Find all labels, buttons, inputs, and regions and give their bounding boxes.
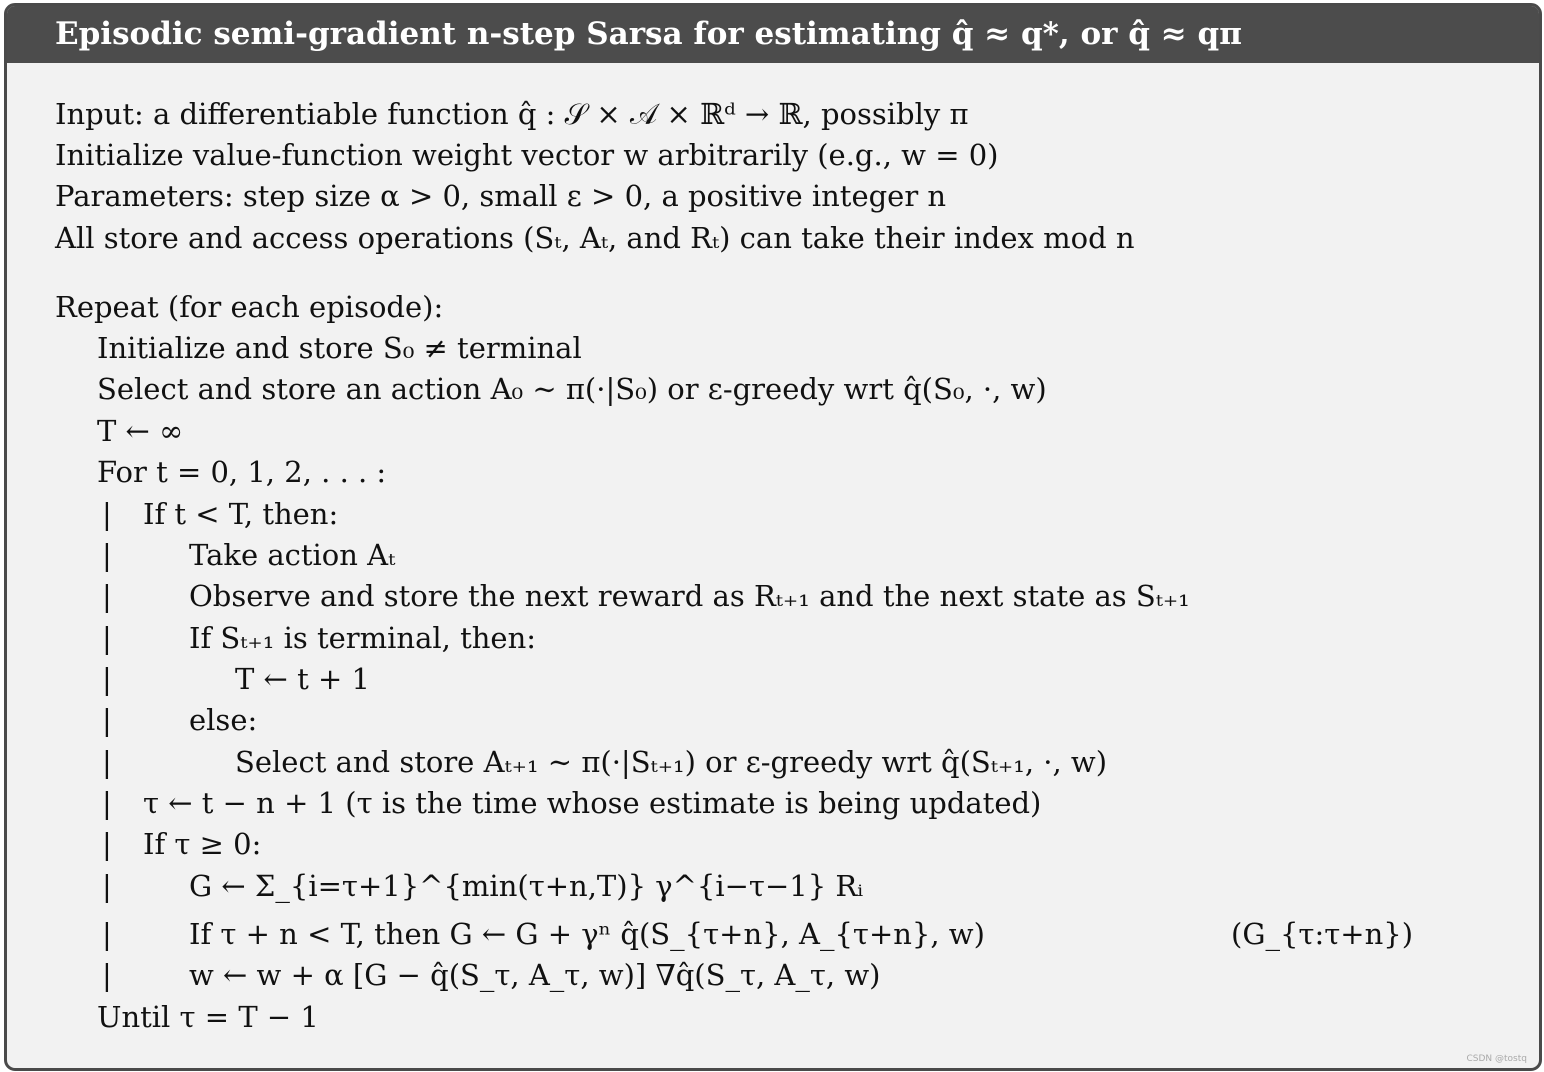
store-access-line: All store and access operations (Sₜ, Aₜ, and Rₜ) can take their index mod n <box>55 221 1135 255</box>
if-tau-nonneg-line: If τ ≥ 0: <box>143 827 262 861</box>
T-update-line: T ← t + 1 <box>235 662 370 696</box>
if-terminal-line: If Sₜ₊₁ is terminal, then: <box>189 621 537 655</box>
algorithm-box <box>4 3 1542 1071</box>
bootstrap-line: If τ + n < T, then G ← G + γⁿ q̂(S_{τ+n}, A_{τ+n}, w) <box>189 917 985 951</box>
watermark: CSDN @tostq <box>1466 1054 1527 1064</box>
t-infinity-line: T ← ∞ <box>97 414 184 448</box>
loop-bar: | <box>102 662 112 696</box>
input-line: Input: a differentiable function q̂ : 𝒮 × 𝒜 × ℝᵈ → ℝ, possibly π <box>55 97 969 131</box>
observe-store-line: Observe and store the next reward as Rₜ₊₁ and the next state as Sₜ₊₁ <box>189 579 1190 613</box>
loop-bar: | <box>102 917 112 951</box>
loop-bar: | <box>102 869 112 903</box>
repeat-line: Repeat (for each episode): <box>55 290 444 324</box>
loop-bar: | <box>102 497 112 531</box>
g-tau-tag: (G_{τ:τ+n}) <box>1231 917 1414 951</box>
loop-bar: | <box>102 786 112 820</box>
loop-bar: | <box>102 538 112 572</box>
if-t-less-T-line: If t < T, then: <box>143 497 339 531</box>
select-action-line: Select and store an action A₀ ∼ π(·|S₀) or ε-greedy wrt q̂(S₀, ·, w) <box>97 372 1047 406</box>
weight-update-line: w ← w + α [G − q̂(S_τ, A_τ, w)] ∇q̂(S_τ, A_τ, w) <box>189 958 881 992</box>
parameters-line: Parameters: step size α > 0, small ε > 0, a positive integer n <box>55 179 947 213</box>
return-sum-line: G ← Σ_{i=τ+1}^{min(τ+n,T)} γ^{i−τ−1} Rᵢ <box>189 869 864 903</box>
algorithm-title: Episodic semi-gradient n-step Sarsa for estimating q̂ ≈ q*, or q̂ ≈ qπ <box>7 6 1539 63</box>
initialize-weights-line: Initialize value-function weight vector w arbitrarily (e.g., w = 0) <box>55 138 999 172</box>
until-line: Until τ = T − 1 <box>97 1000 319 1034</box>
loop-bar: | <box>102 827 112 861</box>
loop-bar: | <box>102 579 112 613</box>
for-loop-line: For t = 0, 1, 2, . . . : <box>97 455 387 489</box>
select-next-action-line: Select and store Aₜ₊₁ ∼ π(·|Sₜ₊₁) or ε-greedy wrt q̂(Sₜ₊₁, ·, w) <box>235 745 1108 779</box>
loop-bar: | <box>102 621 112 655</box>
take-action-line: Take action Aₜ <box>189 538 396 572</box>
else-line: else: <box>189 703 258 737</box>
init-state-line: Initialize and store S₀ ≠ terminal <box>97 331 582 365</box>
loop-bar: | <box>102 745 112 779</box>
tau-update-line: τ ← t − n + 1 (τ is the time whose estimate is being updated) <box>143 786 1042 820</box>
loop-bar: | <box>102 958 112 992</box>
loop-bar: | <box>102 703 112 737</box>
